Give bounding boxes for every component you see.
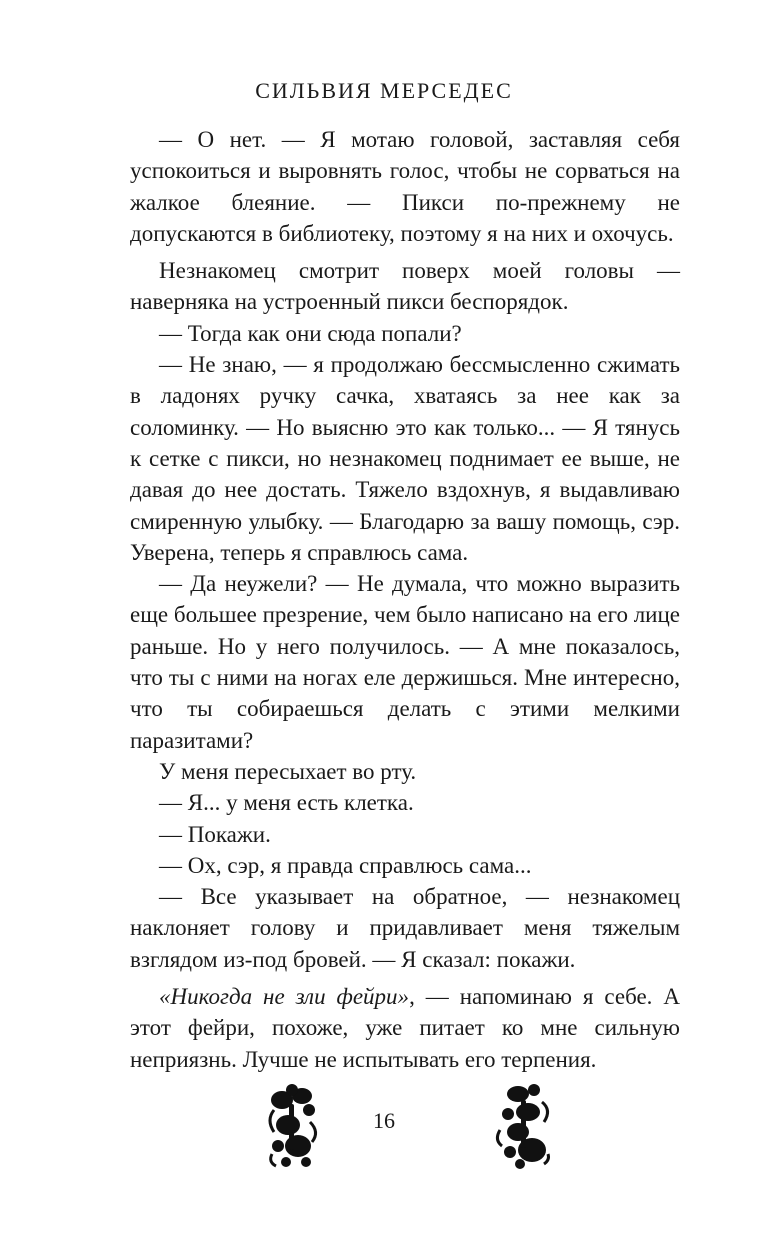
paragraph: — О нет. — Я мотаю головой, заставляя себя успокоиться и выровнять голос, чтобы не сорваться на жалкое блеяние. — Пикси по-прежнему не допускаются в библиотеку, поэтому я на них и охочусь. (130, 127, 680, 246)
page-body (130, 124, 680, 1075)
paragraph: Незнакомец смотрит поверх моей головы — наверняка на устроенный пикси беспорядок. (130, 258, 680, 315)
page-number: 16 (373, 1108, 395, 1133)
paragraph: — Да неужели? — Не думала, что можно выразить еще большее презрение, чем было написано на его лице раньше. Но у него получилось. — А мне показалось, что ты с ними на ногах еле держишься. Мне интересно, что ты собираешься делать с этими мелкими паразитами? (130, 571, 680, 753)
paragraph: — Не знаю, — я продолжаю бессмысленно сжимать в ладонях ручку сачка, хватаясь за нее как за соломинку. — Но выясню это как только... — Я тянусь к сетке с пикси, но незнакомец поднимает ее выше, не давая до нее достать. Тяжело вздохнув, я выдавливаю смиренную улыбку. — Благодарю за вашу помощь, сэр. Уверена, теперь я справлюсь сама. (130, 352, 680, 565)
paragraph: — Ох, сэр, я правда справлюсь сама... (159, 852, 532, 878)
paragraph: — Покажи. (159, 821, 271, 847)
paragraph: — Все указывает на обратное, — незнакомец наклоняет голову и придавливает меня тяжелым взглядом из-под бровей. — Я сказал: покажи. (130, 884, 680, 972)
paragraph: У меня пересыхает во рту. (159, 758, 417, 784)
paragraph-final (130, 981, 680, 1075)
paragraph: — Я... у меня есть клетка. (159, 790, 414, 816)
italic-quote: «Никогда не зли фейри» (159, 984, 410, 1010)
running-header: СИЛЬВИЯ МЕРСЕДЕС (255, 78, 513, 103)
flower-ornament-icon (492, 1080, 556, 1170)
paragraph: — Тогда как они сюда попали? (159, 320, 462, 346)
paragraph-rest: , — напоминаю я себе. А этот фейри, похоже, уже питает ко мне сильную неприязнь. Лучше не испытывать его терпения. (130, 984, 680, 1072)
page-footer (0, 1080, 768, 1170)
